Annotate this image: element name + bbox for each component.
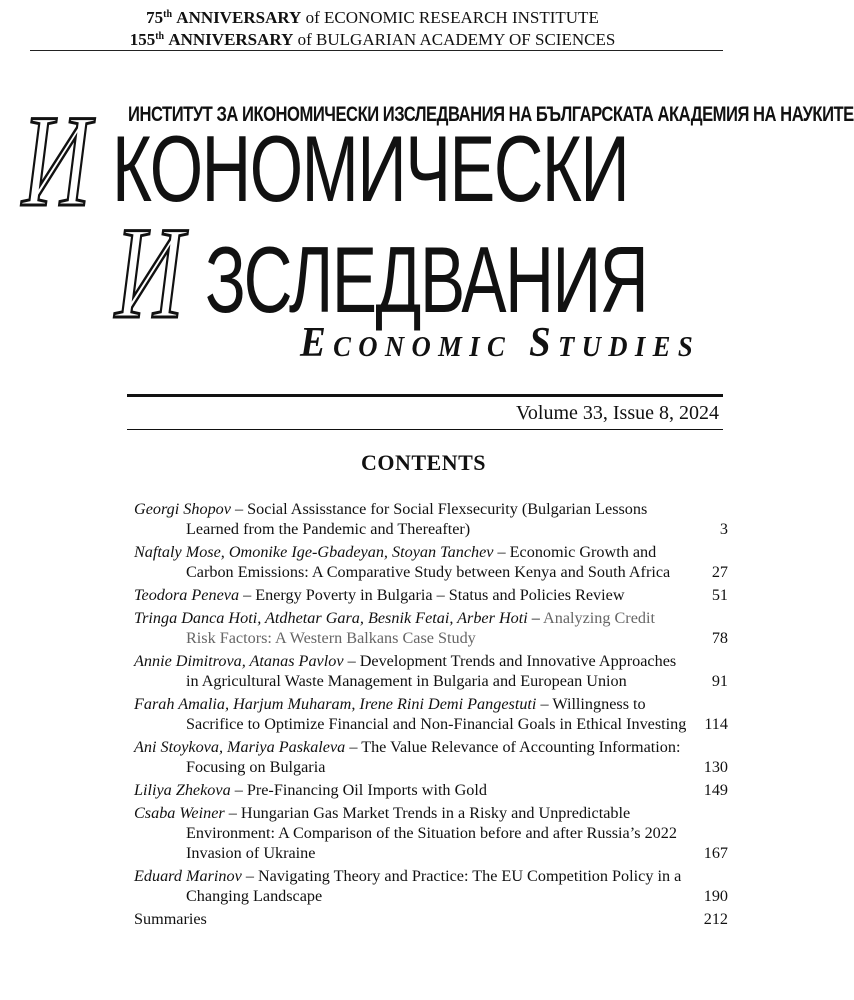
toc-authors: Teodora Peneva (134, 586, 240, 604)
journal-english-title: Economic Studies (300, 320, 701, 366)
toc-page-number: 130 (703, 758, 728, 776)
anniversary-line-2 (0, 30, 745, 50)
toc-separator: – (224, 804, 241, 822)
toc-separator: – (493, 543, 510, 561)
toc-entry-text (134, 499, 728, 539)
toc-entry-text (134, 866, 728, 906)
toc-entry-text (134, 694, 728, 734)
toc-entry[interactable] (134, 803, 728, 863)
toc-separator: – (345, 738, 362, 756)
toc-title: Energy Poverty in Bulgaria – Status and Policies Review (255, 586, 625, 604)
toc-separator: – (241, 867, 258, 885)
toc-separator: – (343, 652, 360, 670)
institute-name: ИНСТИТУТ ЗА ИКОНОМИЧЕСКИ ИЗСЛЕДВАНИЯ НА БЪЛГАРСКАТА АКАДЕМИЯ НА НАУКИТЕ (128, 103, 854, 126)
toc-entry-text (134, 803, 728, 863)
toc-page-number: 167 (703, 844, 728, 862)
toc-entry[interactable] (134, 694, 728, 734)
toc-separator: – (230, 781, 247, 799)
masthead-initial-2: И (115, 199, 184, 346)
masthead-word-1: КОНОМИЧЕСКИ (112, 116, 629, 221)
toc-entry-text (134, 909, 728, 929)
toc-entry[interactable] (134, 651, 728, 691)
toc-page-number: 212 (703, 910, 728, 928)
toc-entry[interactable] (134, 909, 728, 929)
toc-title: Willingness to Sacrifice to Optimize Financial and Non-Financial Goals in Ethical Investing (186, 695, 687, 733)
anniversary-of: of (305, 8, 320, 27)
toc-entry-text (134, 585, 728, 605)
anniversary-of: of (297, 30, 312, 49)
toc-authors: Annie Dimitrova, Atanas Pavlov (134, 652, 344, 670)
toc-page-number: 51 (711, 586, 728, 604)
contents-heading: CONTENTS (360, 450, 487, 475)
toc-title: Analyzing Credit Risk Factors: A Western Balkans Case Study (186, 609, 655, 647)
toc-title: Hungarian Gas Market Trends in a Risky and Unpredictable Environment: A Comparison of the Situation before and after Russia’s 2022 Invasion of Ukraine (186, 804, 677, 862)
toc-title: Pre-Financing Oil Imports with Gold (246, 781, 487, 799)
masthead-initial-1: И (22, 87, 91, 234)
volume-bottom-rule (127, 429, 723, 430)
toc-entry[interactable] (134, 737, 728, 777)
toc-page-number: 114 (704, 715, 728, 733)
journal-masthead (0, 87, 854, 366)
anniversary-suffix: th (155, 31, 165, 42)
toc-page-number: 3 (719, 520, 728, 538)
toc-authors: Csaba Weiner (134, 804, 225, 822)
toc-authors: Ani Stoykova, Mariya Paskaleva (134, 738, 346, 756)
toc-entry[interactable] (134, 542, 728, 582)
table-of-contents (134, 499, 728, 932)
toc-entry-text (134, 608, 728, 648)
toc-entry[interactable] (134, 608, 728, 648)
toc-title: Economic Growth and Carbon Emissions: A Comparative Study between Kenya and South Africa (186, 543, 671, 581)
anniversary-suffix: th (163, 9, 173, 20)
toc-separator: – (527, 609, 544, 627)
toc-page-number: 149 (703, 781, 728, 799)
toc-authors: Farah Amalia, Harjum Muharam, Irene Rini Demi Pangestuti (134, 695, 537, 713)
toc-authors: Naftaly Mose, Omonike Ige-Gbadeyan, Stoyan Tanchev (134, 543, 494, 561)
toc-page-number: 27 (711, 563, 728, 581)
toc-title: Development Trends and Innovative Approaches in Agricultural Waste Management in Bulgaria and European Union (186, 652, 677, 690)
anniversary-word: ANNIVERSARY (176, 8, 302, 27)
header-divider (30, 50, 723, 51)
toc-entry[interactable] (134, 866, 728, 906)
toc-entry-text (134, 542, 728, 582)
toc-title: The Value Relevance of Accounting Information: Focusing on Bulgaria (186, 738, 681, 776)
toc-entry[interactable] (134, 499, 728, 539)
toc-title: Social Assisstance for Social Flexsecurity (Bulgarian Lessons Learned from the Pandemic and Thereafter) (186, 500, 648, 538)
anniversary-word: ANNIVERSARY (168, 30, 294, 49)
masthead-word-2: ЗСЛЕДВАНИЯ (205, 227, 648, 332)
anniversary-institution: BULGARIAN ACADEMY OF SCIENCES (316, 30, 616, 49)
toc-authors: Liliya Zhekova (134, 781, 231, 799)
toc-entry-text (134, 737, 728, 777)
toc-page-number: 91 (711, 672, 728, 690)
toc-entry-text (134, 780, 728, 800)
toc-page-number: 190 (703, 887, 728, 905)
toc-separator: – (536, 695, 553, 713)
toc-entry[interactable] (134, 780, 728, 800)
toc-entry[interactable] (134, 585, 728, 605)
anniversary-line-1 (0, 8, 745, 28)
volume-top-rule (127, 394, 723, 397)
anniversary-institution: ECONOMIC RESEARCH INSTITUTE (324, 8, 599, 27)
toc-page-number: 78 (711, 629, 728, 647)
toc-separator: – (230, 500, 248, 518)
toc-authors: Tringa Danca Hoti, Atdhetar Gara, Besnik Fetai, Arber Hoti (134, 609, 528, 627)
anniversary-number: 155 (129, 30, 156, 49)
toc-authors: Eduard Marinov (134, 867, 242, 885)
anniversary-number: 75 (146, 8, 164, 27)
toc-title: Navigating Theory and Practice: The EU Competition Policy in a Changing Landscape (186, 867, 682, 905)
toc-separator: – (239, 586, 256, 604)
volume-issue: Volume 33, Issue 8, 2024 (516, 402, 719, 424)
toc-title: Summaries (134, 910, 207, 928)
toc-entry-text (134, 651, 728, 691)
toc-authors: Georgi Shopov (134, 500, 231, 518)
